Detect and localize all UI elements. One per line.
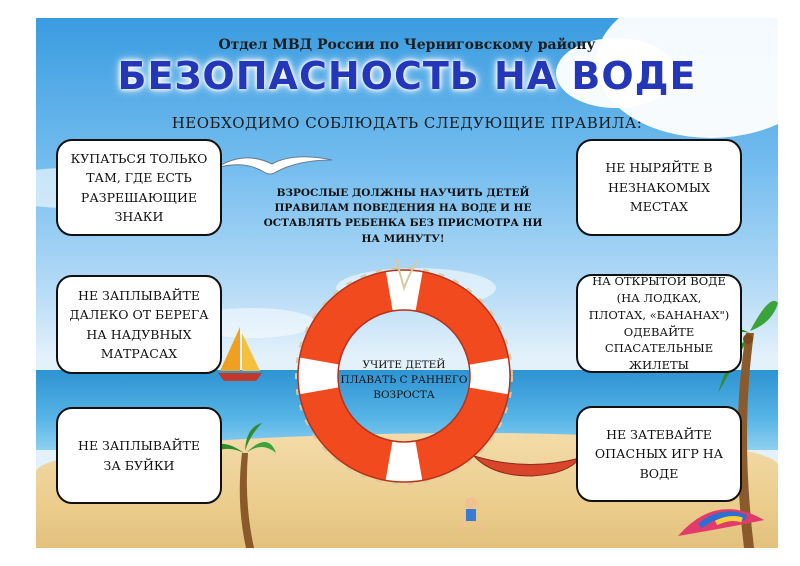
rule-card (576, 139, 742, 236)
rules-intro: НЕОБХОДИМО СОБЛЮДАТЬ СЛЕДУЮЩИЕ ПРАВИЛА: (171, 114, 643, 132)
sailboat-icon (216, 323, 266, 383)
rule-text: КУПАТЬСЯ ТОЛЬКО ТАМ, ГДЕ ЕСТЬ РАЗРЕШАЮЩИЕ ЗНАКИ (70, 150, 208, 224)
seagull-icon (214, 146, 334, 186)
rule-card (56, 139, 222, 236)
page-title: БЕЗОПАСНОСТЬ НА ВОДЕ (117, 54, 697, 98)
ring-note: УЧИТЕ ДЕТЕЙ ПЛАВАТЬ С РАННЕГО ВОЗРОСТА (340, 359, 468, 402)
rule-text: НЕ НЫРЯЙТЕ В НЕЗНАКОМЫХ МЕСТАХ (605, 160, 713, 215)
rule-text: НЕ ЗАТЕВАЙТЕ ОПАСНЫХ ИГР НА ВОДЕ (594, 426, 724, 481)
department-name: Отдел МВД России по Черниговскому району (218, 37, 596, 53)
rule-text: НЕ ЗАПЛЫВАЙТЕ ЗА БУЙКИ (78, 438, 200, 473)
poster (36, 18, 778, 548)
adults-note: ВЗРОСЛЫЕ ДОЛЖНЫ НАУЧИТЬ ДЕТЕЙ ПРАВИЛАМ ПОВЕДЕНИЯ НА ВОДЕ И НЕ ОСТАВЛЯТЬ РЕБЕНКА БЕЗ ПРИСМОТРА НИ НА МИНУТУ! (263, 187, 543, 245)
rule-card (576, 406, 742, 502)
rule-card (576, 274, 742, 373)
beach-umbrella-icon (676, 496, 766, 548)
rule-text: НЕ ЗАПЛЫВАЙТЕ ДАЛЕКО ОТ БЕРЕГА НА НАДУВНЫХ МАТРАСАХ (69, 287, 209, 361)
rule-card (56, 407, 222, 504)
rule-text: НА ОТКРЫТОЙ ВОДЕ (НА ЛОДКАХ, ПЛОТАХ, «БАНАНАХ") ОДЕВАЙТЕ СПАСАТЕЛЬНЫЕ ЖИЛЕТЫ (588, 274, 730, 372)
rule-card (56, 275, 222, 374)
child-figure (456, 496, 486, 532)
